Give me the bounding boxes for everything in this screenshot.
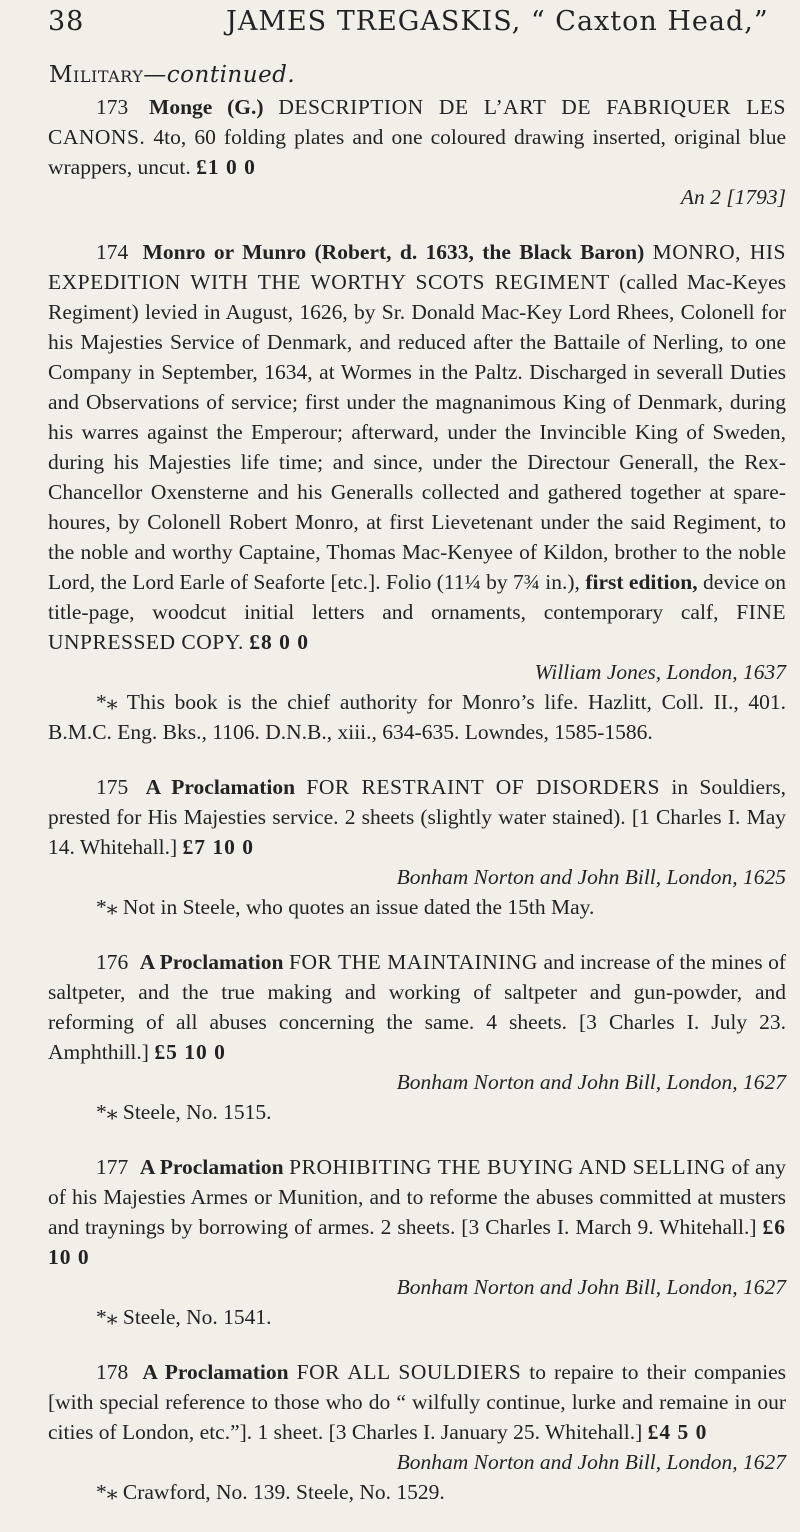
lot-description: of any of his Majesties Armes or Munition, and to reforme the abuses committed at musters and traynings by borrowing of armes. 2 sheets. [3 Charles I. March 9. Whitehall.] [48,1155,786,1239]
lot-author: Monro or Munro (Robert, d. 1633, the Black Baron) [142,240,645,264]
lot-price: £5 10 0 [154,1040,226,1064]
catalogue-body [48,92,786,1532]
lot-entry-173 [48,92,786,212]
lot-condition: FINE UNPRESSED COPY. [48,600,786,654]
lot-number: 173 [96,95,129,119]
lot-imprint: Bonham Norton and John Bill, London, 1627 [396,1275,786,1299]
lot-number: 177 [96,1155,129,1179]
lot-title: MONRO, HIS EXPEDITION WITH THE WORTHY SCOTS REGIMENT [48,240,787,294]
lot-imprint: An 2 [1793] [680,185,786,209]
lot-price: £4 5 0 [647,1420,708,1444]
lot-price: £7 10 0 [182,835,255,859]
lot-entry-177 [48,1152,786,1332]
lot-number: 175 [96,775,129,799]
section-suffix: —continued. [143,62,296,88]
lot-price: £1 0 0 [196,155,256,179]
lot-description: (called Mac-Keyes Regiment) levied in August, 1626, by Sr. Donald Mac-Key Lord Rhees, Colonell for his Majesties Service of Denmark, and reduced after the Battaile of Nerling, to one Company in September, 1634, at Wormes in the Paltz. Discharged in severall Duties and Observations of service; first under the magnanimous King of Denmark, during his warres against the Emperour; afterward, under the Invincible King of Sweden, during his Majesties life time; and since, under the Directour Generall, the Rex-Chancellor Oxensterne and his Generalls collected and gathered together at spare-houres, by Colonell Robert Monro, at first Lievetenant under the said Regiment, to the noble and worthy Captaine, Thomas Mac-Kenyee of Kildon, brother to the noble Lord, the Lord Earle of Seaforte [etc.]. Folio (11¼ by 7¾ in.), [48,270,787,594]
lot-imprint: Bonham Norton and John Bill, London, 1625 [396,865,786,889]
lot-number: 176 [96,950,129,974]
lot-title: FOR THE MAINTAINING [288,950,538,974]
section-heading [49,62,295,88]
lot-description: in Souldiers, prested for His Majesties service. 2 sheets (slightly water stained). [1 Charles I. May 14. Whitehall.] [48,775,786,859]
lot-entry-178 [48,1357,786,1507]
lot-note: *⁎ Not in Steele, who quotes an issue dated the 15th May. [96,895,595,919]
lot-note: *⁎ Steele, No. 1515. [96,1100,272,1124]
section-label: Military [49,62,144,88]
lot-description: to repaire to their companies [with special reference to those who do “ wilfully continue, lurke and remaine in our cities of London, etc.”]. 1 sheet. [3 Charles I. January 25. Whitehall.] [48,1360,786,1444]
lot-edition: first edition, [585,570,698,594]
running-title: JAMES TREGASKIS, “ Caxton Head,” [226,6,769,37]
lot-entry-174 [48,237,786,747]
lot-author: A Proclamation [142,1360,289,1384]
lot-title: FOR ALL SOULDIERS [296,1360,522,1384]
lot-price: £6 10 0 [48,1215,787,1269]
running-head [48,6,786,46]
lot-author: Monge (G.) [149,95,264,119]
lot-imprint: Bonham Norton and John Bill, London, 1627 [396,1450,786,1474]
lot-number: 174 [96,240,129,264]
page-number: 38 [48,6,85,37]
lot-note: *⁎ Crawford, No. 139. Steele, No. 1529. [96,1480,445,1504]
lot-note: *⁎ Steele, No. 1541. [96,1305,272,1329]
lot-entry-175 [48,772,786,922]
lot-author: A Proclamation [139,950,284,974]
lot-imprint: Bonham Norton and John Bill, London, 1627 [396,1070,786,1094]
lot-title: DESCRIPTION DE L’ART DE FABRIQUER LES CANONS. [48,95,787,149]
lot-price: £8 0 0 [249,630,310,654]
lot-description-continued: device on title-page, woodcut initial letters and ornaments, contemporary calf, [48,570,786,624]
lot-imprint: William Jones, London, 1637 [534,660,786,684]
lot-description: 4to, 60 folding plates and one coloured drawing inserted, original blue wrappers, uncut. [48,125,786,179]
lot-author: A Proclamation [139,1155,284,1179]
lot-number: 178 [96,1360,129,1384]
lot-description: and increase of the mines of saltpeter, and the true making and working of saltpeter and gun-powder, and reforming of all abuses concerning the same. 4 sheets. [3 Charles I. July 23. Amphthill.] [48,950,787,1064]
lot-title: PROHIBITING THE BUYING AND SELLING [289,1155,726,1179]
lot-entry-176 [48,947,786,1127]
lot-note: *⁎ This book is the chief authority for Monro’s life. Hazlitt, Coll. II., 401. B.M.C. Eng. Bks., 1106. D.N.B., xiii., 634-635. Lowndes, 1585-1586. [48,690,786,744]
lot-title: FOR RESTRAINT OF DISORDERS [306,775,661,799]
lot-author: A Proclamation [145,775,296,799]
